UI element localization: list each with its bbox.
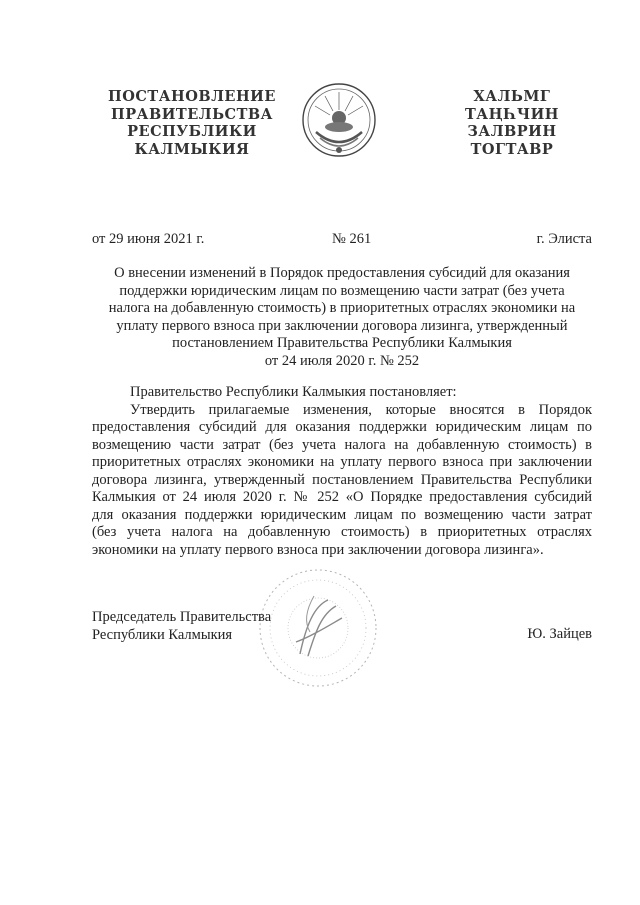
- issuer-line: ПОСТАНОВЛЕНИЕ: [108, 88, 276, 105]
- title-line: от 24 июля 2020 г. № 252: [264, 352, 420, 369]
- resolution-intro: Правительство Республики Калмыкия постановляет:: [130, 384, 457, 400]
- signatory-position: [92, 608, 271, 644]
- issuer-line: ПРАВИТЕЛЬСТВА: [111, 105, 273, 123]
- title-line: О внесении изменений в Порядок предоставления субсидий для оказания: [114, 265, 570, 281]
- position-line: Республики Калмыкия: [92, 627, 233, 643]
- paragraph-line: Калмыкия от 24 июля 2020 г. № 252 «О Порядке предоставления субсидий: [92, 489, 592, 505]
- signatory-name: Ю. Зайцев: [527, 626, 592, 642]
- document-city: г. Элиста: [536, 231, 592, 247]
- paragraph-line: для оказания поддержки юридическим лицам по возмещению части затрат: [92, 506, 592, 523]
- document-date: от 29 июня 2021 г.: [92, 231, 205, 247]
- issuer-title-kalmyk: [452, 88, 572, 158]
- issuer-line: КАЛМЫКИЯ: [134, 140, 250, 158]
- official-seal-icon: [256, 566, 380, 690]
- title-line: постановлением Правительства Республики Калмыкия: [172, 335, 512, 351]
- paragraph-line: (без учета налога на добавленную стоимость) в приоритетных отраслях: [92, 524, 592, 540]
- issuer-title-russian: [92, 88, 292, 158]
- issuer-line: ТОГТАВР: [470, 140, 554, 158]
- paragraph-line: возмещению части затрат (без учета налога на добавленную стоимость) в: [92, 436, 592, 453]
- document-meta: [92, 231, 592, 251]
- title-line: налога на добавленную стоимость) в приоритетных отраслях экономики на: [108, 300, 576, 316]
- paragraph-line: предоставления субсидий для оказания поддержки юридическим лицам по: [92, 419, 592, 435]
- document-number: № 261: [332, 231, 372, 247]
- issuer-line: РЕСПУБЛИКИ: [127, 123, 257, 140]
- issuer-line: ЗАЛВРИН: [467, 123, 557, 140]
- paragraph-line: экономики на уплату первого взноса при заключении договора лизинга».: [92, 541, 544, 558]
- title-line: поддержки юридическим лицам по возмещению части затрат (без учета: [119, 282, 565, 299]
- title-line: уплату первого взноса при заключении договора лизинга, утвержденный: [116, 317, 568, 334]
- resolution-paragraph: [92, 402, 592, 560]
- document-title: [92, 265, 592, 370]
- position-line: Председатель Правительства: [92, 609, 272, 625]
- paragraph-line: приоритетных отраслях экономики на уплату первого взноса при заключении: [92, 454, 592, 470]
- paragraph-line: договора лизинга, утвержденный постановлением Правительства Республики: [92, 471, 592, 488]
- issuer-line: ХАЛЬМГ: [473, 88, 551, 105]
- document-body: [92, 384, 592, 559]
- kalmykia-coat-of-arms-icon: [300, 80, 378, 160]
- paragraph-line: Утвердить прилагаемые изменения, которые вносятся в Порядок: [130, 401, 592, 418]
- issuer-line: ТАҢҺЧИН: [465, 105, 559, 123]
